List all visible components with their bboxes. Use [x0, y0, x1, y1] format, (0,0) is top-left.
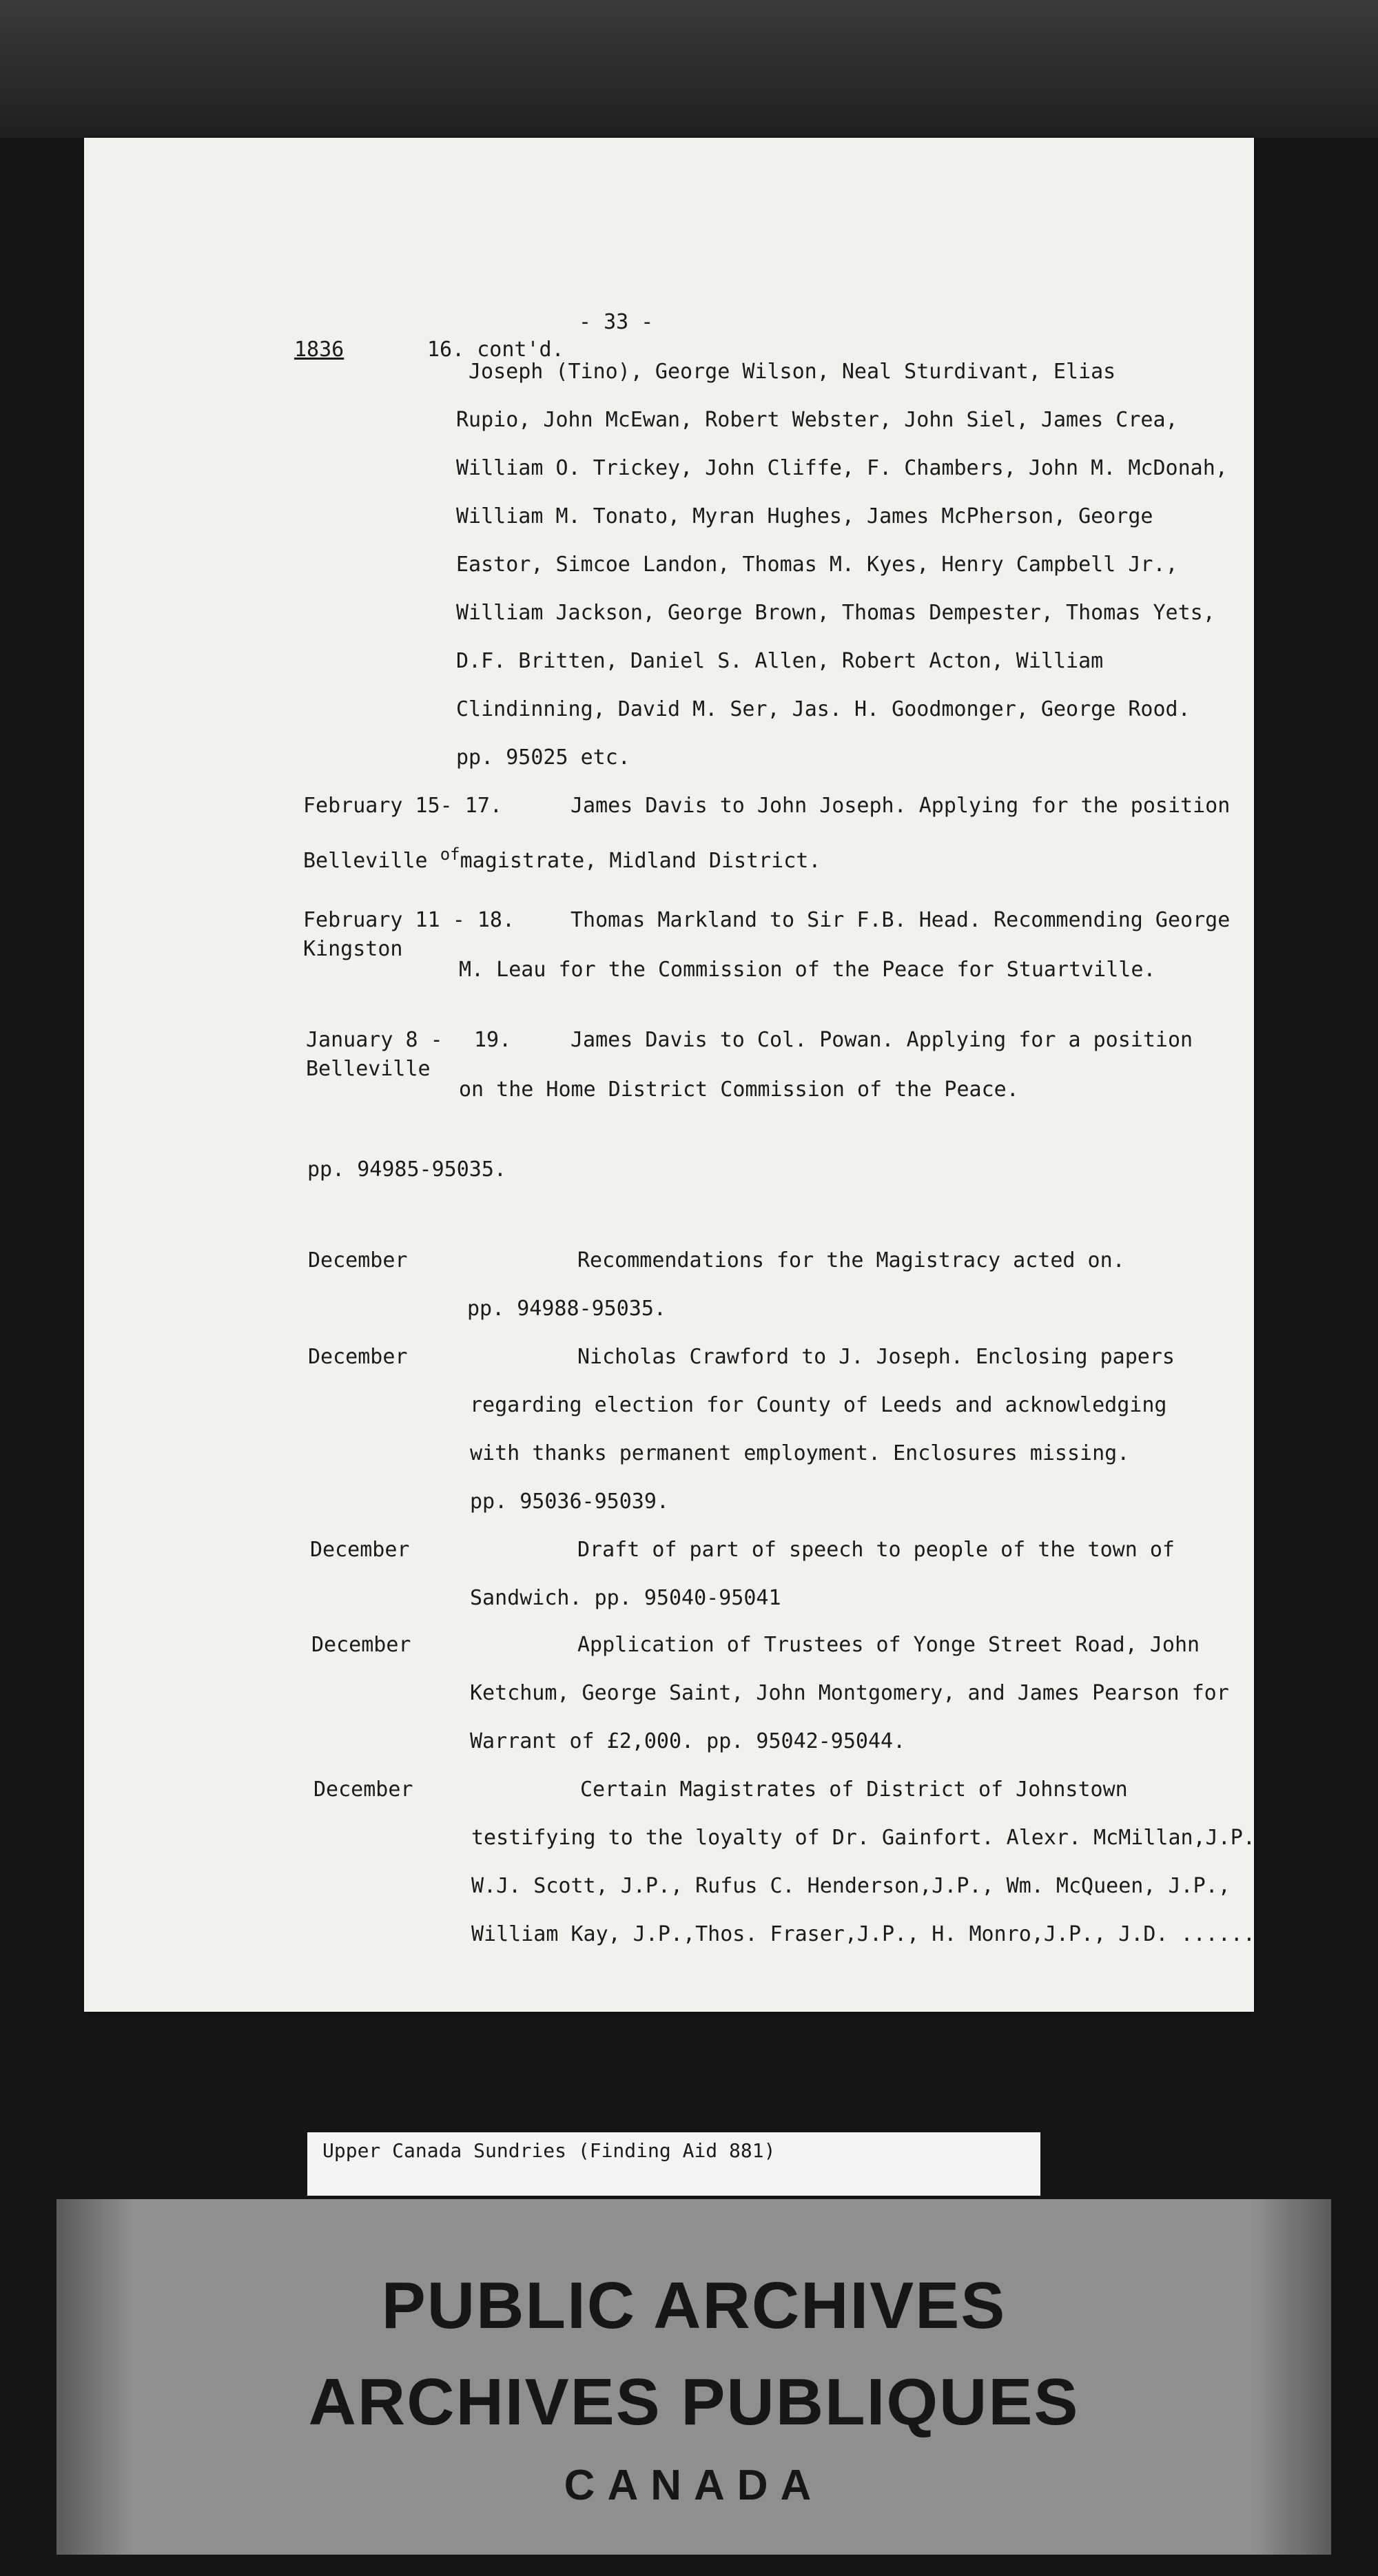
december-line: Certain Magistrates of District of Johnstown	[580, 1778, 1128, 1802]
december-line: with thanks permanent employment. Enclosures missing.	[470, 1441, 1130, 1465]
december-line: pp. 94988-95035.	[467, 1297, 666, 1321]
december-line: Application of Trustees of Yonge Street Road, John	[577, 1633, 1200, 1657]
stamp-line-french: ARCHIVES PUBLIQUES	[308, 2365, 1080, 2439]
stamp-line-country: CANADA	[564, 2462, 824, 2509]
entry-16-number: 16. cont'd.	[427, 338, 564, 362]
entry-17-text-cont: magistrate, Midland District.	[460, 849, 821, 873]
document-page	[84, 138, 1254, 2012]
entry-16-line: Eastor, Simcoe Landon, Thomas M. Kyes, Henry Campbell Jr.,	[456, 553, 1178, 577]
december-line: pp. 95036-95039.	[470, 1490, 669, 1514]
december-date: December	[310, 1538, 410, 1562]
entry-16-pages: pp. 95025 etc.	[456, 745, 630, 770]
entry-18-text-cont: M. Leau for the Commission of the Peace for Stuartville.	[459, 958, 1156, 982]
finding-aid-label	[307, 2132, 1040, 2196]
page-number: - 33 -	[579, 310, 654, 334]
stamp-line-english: PUBLIC ARCHIVES	[381, 2269, 1007, 2342]
pages-range: pp. 94985-95035.	[307, 1157, 506, 1182]
entry-16-line: Rupio, John McEwan, Robert Webster, John Siel, James Crea,	[456, 408, 1178, 432]
entry-19-place: Belleville	[306, 1057, 431, 1081]
entry-18-place: Kingston	[303, 937, 403, 961]
entry-16-line: William Jackson, George Brown, Thomas Dempester, Thomas Yets,	[456, 601, 1215, 625]
december-date: December	[311, 1633, 411, 1657]
december-line: W.J. Scott, J.P., Rufus C. Henderson,J.P., Wm. McQueen, J.P.,	[471, 1874, 1231, 1898]
entry-16-line: William M. Tonato, Myran Hughes, James McPherson, George	[456, 504, 1153, 528]
december-line: Draft of part of speech to people of the town of	[577, 1538, 1175, 1562]
entry-18-text: Thomas Markland to Sir F.B. Head. Recommending George	[570, 908, 1231, 932]
entry-17-place-name: Belleville	[303, 849, 428, 873]
entry-19-date: January 8 -	[306, 1028, 443, 1052]
december-line: testifying to the loyalty of Dr. Gainfort. Alexr. McMillan,J.P.	[471, 1826, 1255, 1850]
entry-16-line: William O. Trickey, John Cliffe, F. Chambers, John M. McDonah,	[456, 456, 1228, 480]
december-line: Recommendations for the Magistracy acted on.	[577, 1248, 1125, 1272]
entry-17-of: of	[440, 845, 460, 864]
entry-17-date: February 15- 17.	[303, 794, 502, 818]
entry-16-line: Joseph (Tino), George Wilson, Neal Sturdivant, Elias	[469, 360, 1116, 384]
entry-16-line: Clindinning, David M. Ser, Jas. H. Goodmonger, George Rood.	[456, 697, 1191, 721]
december-line: Ketchum, George Saint, John Montgomery, and James Pearson for	[470, 1681, 1229, 1705]
december-date: December	[313, 1778, 413, 1802]
december-line: regarding election for County of Leeds and acknowledging	[470, 1393, 1167, 1417]
entry-18-date: February 11 - 18.	[303, 908, 515, 932]
december-line: Nicholas Crawford to J. Joseph. Enclosing papers	[577, 1345, 1175, 1369]
entry-16-line: D.F. Britten, Daniel S. Allen, Robert Acton, William	[456, 649, 1104, 673]
entry-17-text: James Davis to John Joseph. Applying for the position	[570, 794, 1231, 818]
entry-17-place	[303, 842, 821, 874]
archives-stamp	[56, 2199, 1331, 2555]
december-line: William Kay, J.P.,Thos. Fraser,J.P., H. Monro,J.P., J.D. ......	[471, 1922, 1255, 1946]
finding-aid-label-text: Upper Canada Sundries (Finding Aid 881)	[322, 2139, 776, 2162]
december-date: December	[308, 1345, 408, 1369]
entry-19-text-cont: on the Home District Commission of the Peace.	[459, 1078, 1019, 1102]
entry-year: 1836	[294, 338, 344, 362]
december-date: December	[308, 1248, 408, 1272]
december-line: Sandwich. pp. 95040-95041	[470, 1586, 781, 1610]
entry-19-number: 19.	[474, 1028, 512, 1052]
december-line: Warrant of £2,000. pp. 95042-95044.	[470, 1729, 906, 1753]
entry-19-text: James Davis to Col. Powan. Applying for a position	[570, 1028, 1193, 1052]
film-top-band	[0, 0, 1378, 138]
